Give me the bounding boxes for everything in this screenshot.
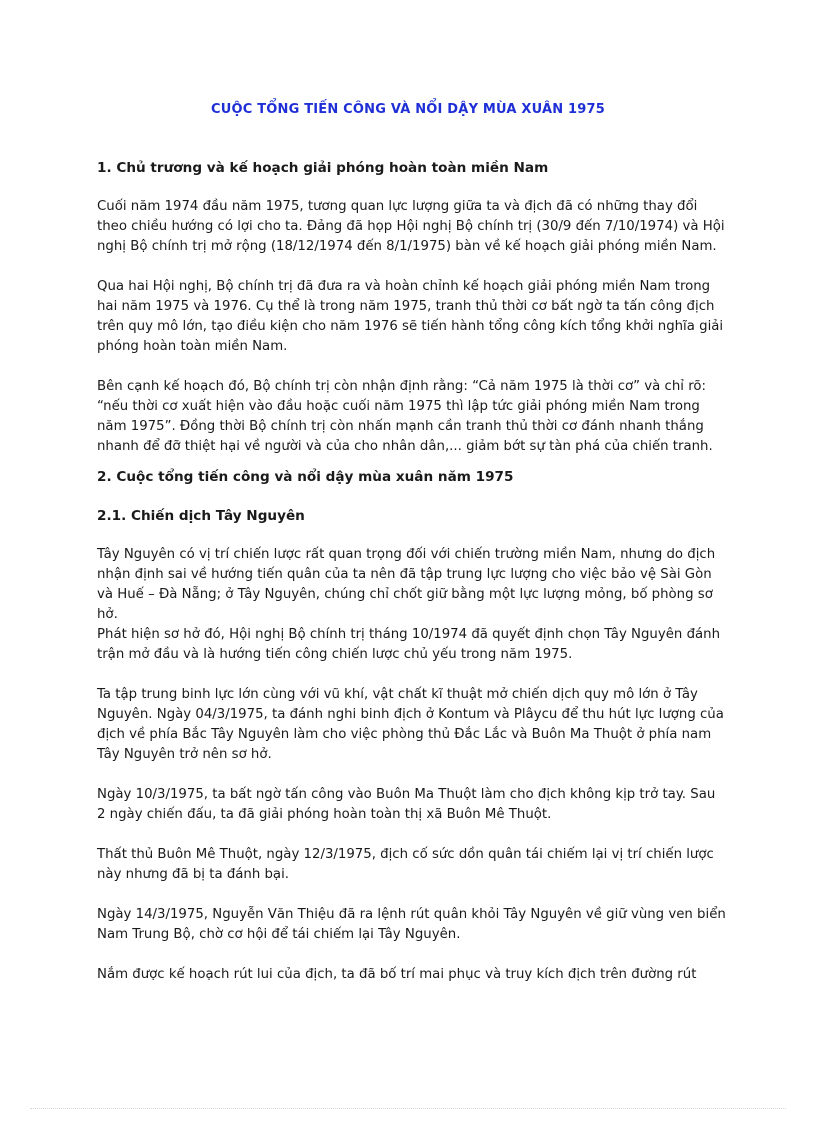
section-heading-2: 2. Cuộc tổng tiến công và nổi dậy mùa xuân năm 1975 [97, 469, 514, 485]
paragraph: Cuối năm 1974 đầu năm 1975, tương quan lực lượng giữa ta và địch đã có những thay đổi theo chiều hướng có lợi cho ta. Đảng đã họp Hội nghị Bộ chính trị (30/9 đến 7/10/1974) và Hội nghị Bộ chính trị mở rộng (18/12/1974 đến 8/1/1975) bàn về kế hoạch giải phóng miền Nam. [97, 199, 725, 254]
paragraph: Ngày 14/3/1975, Nguyễn Văn Thiệu đã ra lệnh rút quân khỏi Tây Nguyên về giữ vùng ven biển Nam Trung Bộ, chờ cơ hội để tái chiếm lại Tây Nguyên. [97, 907, 726, 942]
paragraph: Nắm được kế hoạch rút lui của địch, ta đã bố trí mai phục và truy kích địch trên đường rút [97, 967, 697, 982]
section-heading-2-1: 2.1. Chiến dịch Tây Nguyên [97, 508, 305, 524]
document-body [97, 158, 727, 1005]
document-title: CUỘC TỔNG TIẾN CÔNG VÀ NỔI DẬY MÙA XUÂN 1975 [210, 102, 606, 117]
paragraph: Ta tập trung binh lực lớn cùng với vũ khí, vật chất kĩ thuật mở chiến dịch quy mô lớn ở Tây Nguyên. Ngày 04/3/1975, ta đánh nghi binh địch ở Kontum và Plâycu để thu hút lực lượng của địch về phía Bắc Tây Nguyên làm cho việc phòng thủ Đắc Lắc và Buôn Ma Thuột ở phía nam Tây Nguyên trở nên sơ hở. [97, 687, 724, 762]
paragraph: Ngày 10/3/1975, ta bất ngờ tấn công vào Buôn Ma Thuột làm cho địch không kịp trở tay. Sau 2 ngày chiến đấu, ta đã giải phóng hoàn toàn thị xã Buôn Mê Thuột. [97, 787, 716, 822]
paragraph: Bên cạnh kế hoạch đó, Bộ chính trị còn nhận định rằng: “Cả năm 1975 là thời cơ” và chỉ rõ: “nếu thời cơ xuất hiện vào đầu hoặc cuối năm 1975 thì lập tức giải phóng miền Nam trong năm 1975”. Đồng thời Bộ chính trị còn nhấn mạnh cần tranh thủ thời cơ đánh nhanh thắng nhanh để đỡ thiệt hại về người và của cho nhân dân,... giảm bớt sự tàn phá của chiến tranh. [97, 379, 713, 454]
paragraph: Phát hiện sơ hở đó, Hội nghị Bộ chính trị tháng 10/1974 đã quyết định chọn Tây Nguyên đánh trận mở đầu và là hướng tiến công chiến lược chủ yếu trong năm 1975. [97, 627, 721, 662]
section-heading-1: 1. Chủ trương và kế hoạch giải phóng hoàn toàn miền Nam [97, 160, 549, 176]
page-bottom-border [30, 1108, 786, 1109]
paragraph: Thất thủ Buôn Mê Thuột, ngày 12/3/1975, địch cố sức dồn quân tái chiếm lại vị trí chiến lược này nhưng đã bị ta đánh bại. [97, 847, 714, 882]
paragraph: Tây Nguyên có vị trí chiến lược rất quan trọng đối với chiến trường miền Nam, nhưng do địch nhận định sai về hướng tiến quân của ta nên đã tập trung lực lượng cho việc bảo vệ Sài Gòn và Huế – Đà Nẵng; ở Tây Nguyên, chúng chỉ chốt giữ bằng một lực lượng mỏng, bố phòng sơ hở. [97, 547, 716, 622]
paragraph: Qua hai Hội nghị, Bộ chính trị đã đưa ra và hoàn chỉnh kế hoạch giải phóng miền Nam trong hai năm 1975 và 1976. Cụ thể là trong năm 1975, tranh thủ thời cơ bất ngờ ta tấn công địch trên quy mô lớn, tạo điều kiện cho năm 1976 sẽ tiến hành tổng công kích tổng khởi nghĩa giải phóng hoàn toàn miền Nam. [97, 279, 724, 354]
